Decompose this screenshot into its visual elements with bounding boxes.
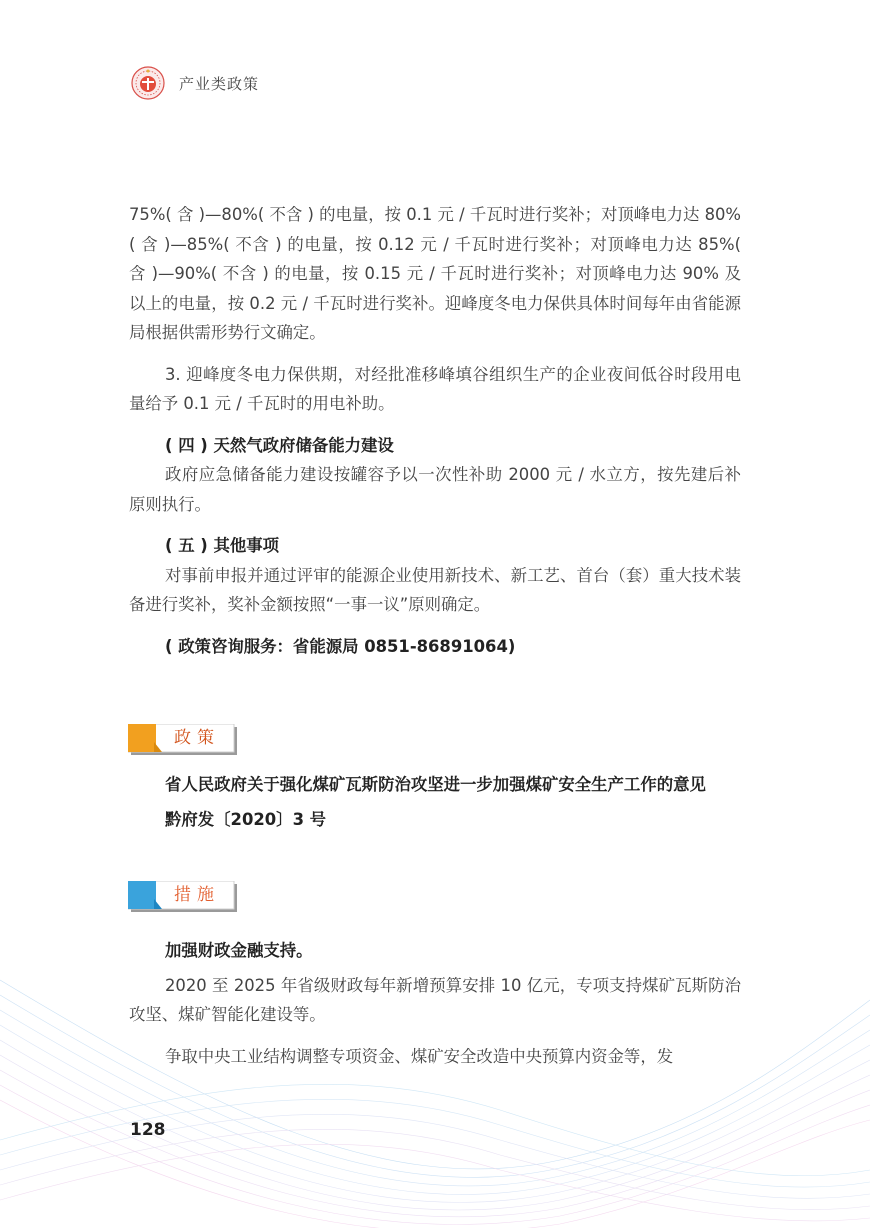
- subheading: ( 四 ) 天然气政府储备能力建设: [165, 435, 394, 455]
- body-text: [129, 200, 741, 661]
- policy-block: [129, 770, 741, 834]
- measures-block: [129, 936, 741, 1071]
- paragraph: 2020 至 2025 年省级财政每年新增预算安排 10 亿元，专项支持煤矿瓦斯防治攻坚、煤矿智能化建设等。: [129, 975, 741, 1024]
- contact-line: ( 政策咨询服务：省能源局 0851-86891064): [165, 636, 516, 656]
- paragraph: 3. 迎峰度冬电力保供期，对经批准移峰填谷组织生产的企业夜间低谷时段用电量给予 0.1 元 / 千瓦时的用电补助。: [129, 364, 741, 413]
- tag-label: 政策: [174, 728, 220, 748]
- measures-tag: [128, 881, 236, 911]
- policy-tag: [128, 724, 236, 754]
- page-header: [131, 66, 259, 100]
- paragraph: 75%( 含 )—80%( 不含 ) 的电量，按 0.1 元 / 千瓦时进行奖补；对顶峰电力达 80%( 含 )—85%( 不含 ) 的电量，按 0.12 元 / 千瓦时进行奖补；对顶峰电力达 85%( 含 )—90%( 不含 ) 的电量，按 0.15 元 / 千瓦时进行奖补；对顶峰电力达 90% 及以上的电量，按 0.2 元 / 千瓦时进行奖补。迎峰度冬电力保供具体时间每年由省能源局根据供需形势行文确定。: [129, 205, 741, 342]
- measures-heading: 加强财政金融支持。: [165, 941, 313, 960]
- paragraph: 政府应急储备能力建设按罐容予以一次性补助 2000 元 / 水立方，按先建后补原则执行。: [129, 465, 741, 514]
- section-title: 产业类政策: [179, 74, 260, 93]
- subheading: ( 五 ) 其他事项: [165, 536, 280, 555]
- emblem-seal-icon: [131, 66, 165, 100]
- tag-label: 措施: [174, 885, 220, 905]
- policy-title: 省人民政府关于强化煤矿瓦斯防治攻坚进一步加强煤矿安全生产工作的意见: [165, 775, 706, 794]
- paragraph: 对事前申报并通过评审的能源企业使用新技术、新工艺、首台（套）重大技术装备进行奖补，奖补金额按照“一事一议”原则确定。: [129, 565, 741, 614]
- page-number: 128: [130, 1120, 166, 1140]
- paragraph: 争取中央工业结构调整专项资金、煤矿安全改造中央预算内资金等，发: [165, 1046, 674, 1066]
- document-number: 黔府发〔2020〕3 号: [165, 809, 327, 829]
